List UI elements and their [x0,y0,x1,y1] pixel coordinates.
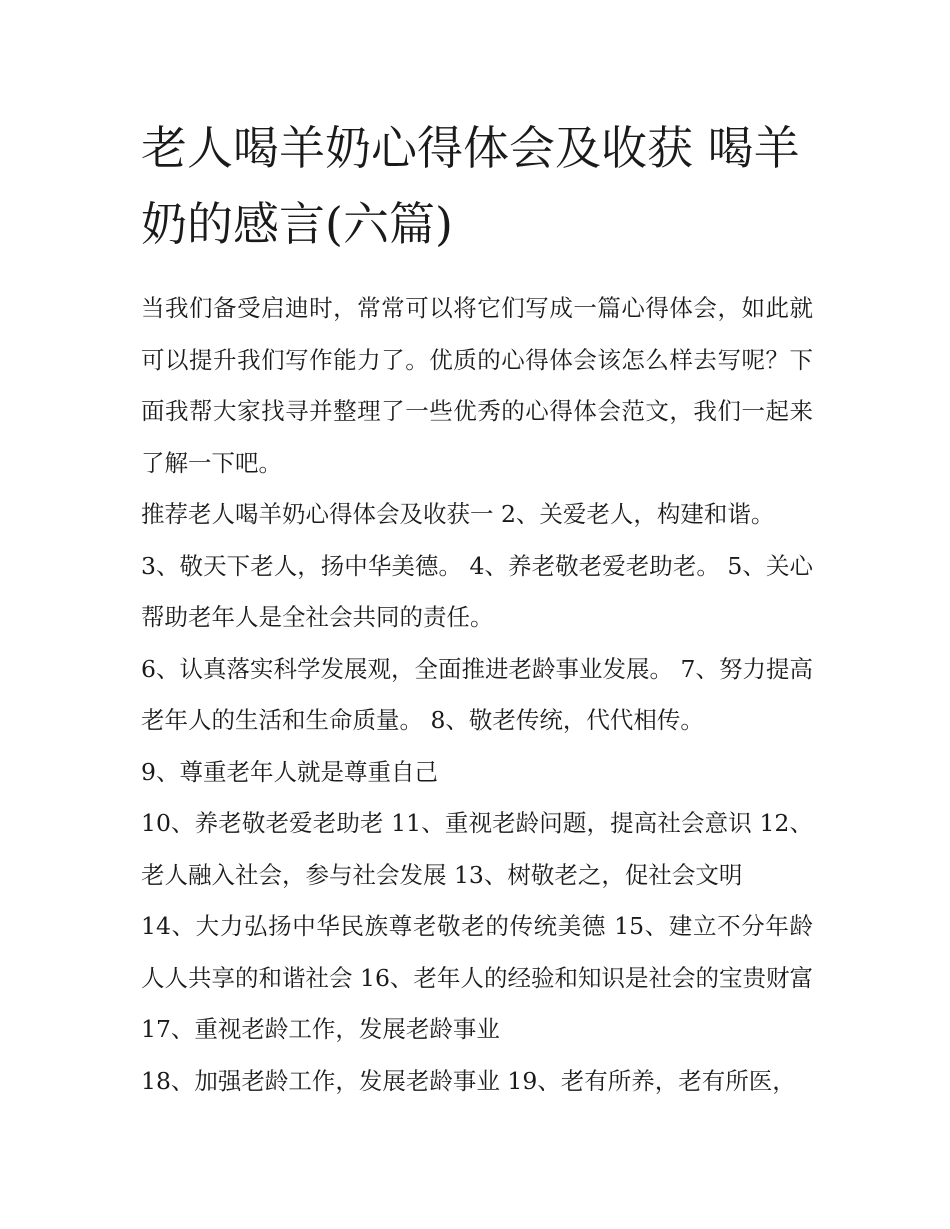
paragraph-slogans-2: 3、敬天下老人，扬中华美德。 4、养老敬老爱老助老。 5、关心帮助老年人是全社会共同的责任。 [141,551,813,631]
document-title: 老人喝羊奶心得体会及收获 喝羊奶的感言(六篇) [141,121,800,251]
paragraph-slogans-1: 推荐老人喝羊奶心得体会及收获一 2、关爱老人，构建和谐。 [141,500,775,528]
paragraph-slogans-6: 14、大力弘扬中华民族尊老敬老的传统美德 15、建立不分年龄人人共享的和谐社会 16、老年人的经验和知识是社会的宝贵财富 17、重视老龄工作，发展老龄事业 [141,912,813,1043]
document-body [141,283,813,1107]
paragraph-intro: 当我们备受启迪时，常常可以将它们写成一篇心得体会，如此就可以提升我们写作能力了。优质的心得体会该怎么样去写呢？下面我帮大家找寻并整理了一些优秀的心得体会范文，我们一起来了解一下吧。 [141,294,813,477]
paragraph-slogans-5: 10、养老敬老爱老助老 11、重视老龄问题，提高社会意识 12、老人融入社会，参与社会发展 13、树敬老之，促社会文明 [141,809,813,889]
paragraph-slogans-4: 9、尊重老年人就是尊重自己 [141,757,438,786]
paragraph-slogans-7: 18、加强老龄工作，发展老龄事业 19、老有所养，老有所医， [141,1066,796,1095]
paragraph-slogans-3: 6、认真落实科学发展观，全面推进老龄事业发展。 7、努力提高老年人的生活和生命质量。 8、敬老传统，代代相传。 [141,654,813,734]
document-content [141,110,813,1107]
